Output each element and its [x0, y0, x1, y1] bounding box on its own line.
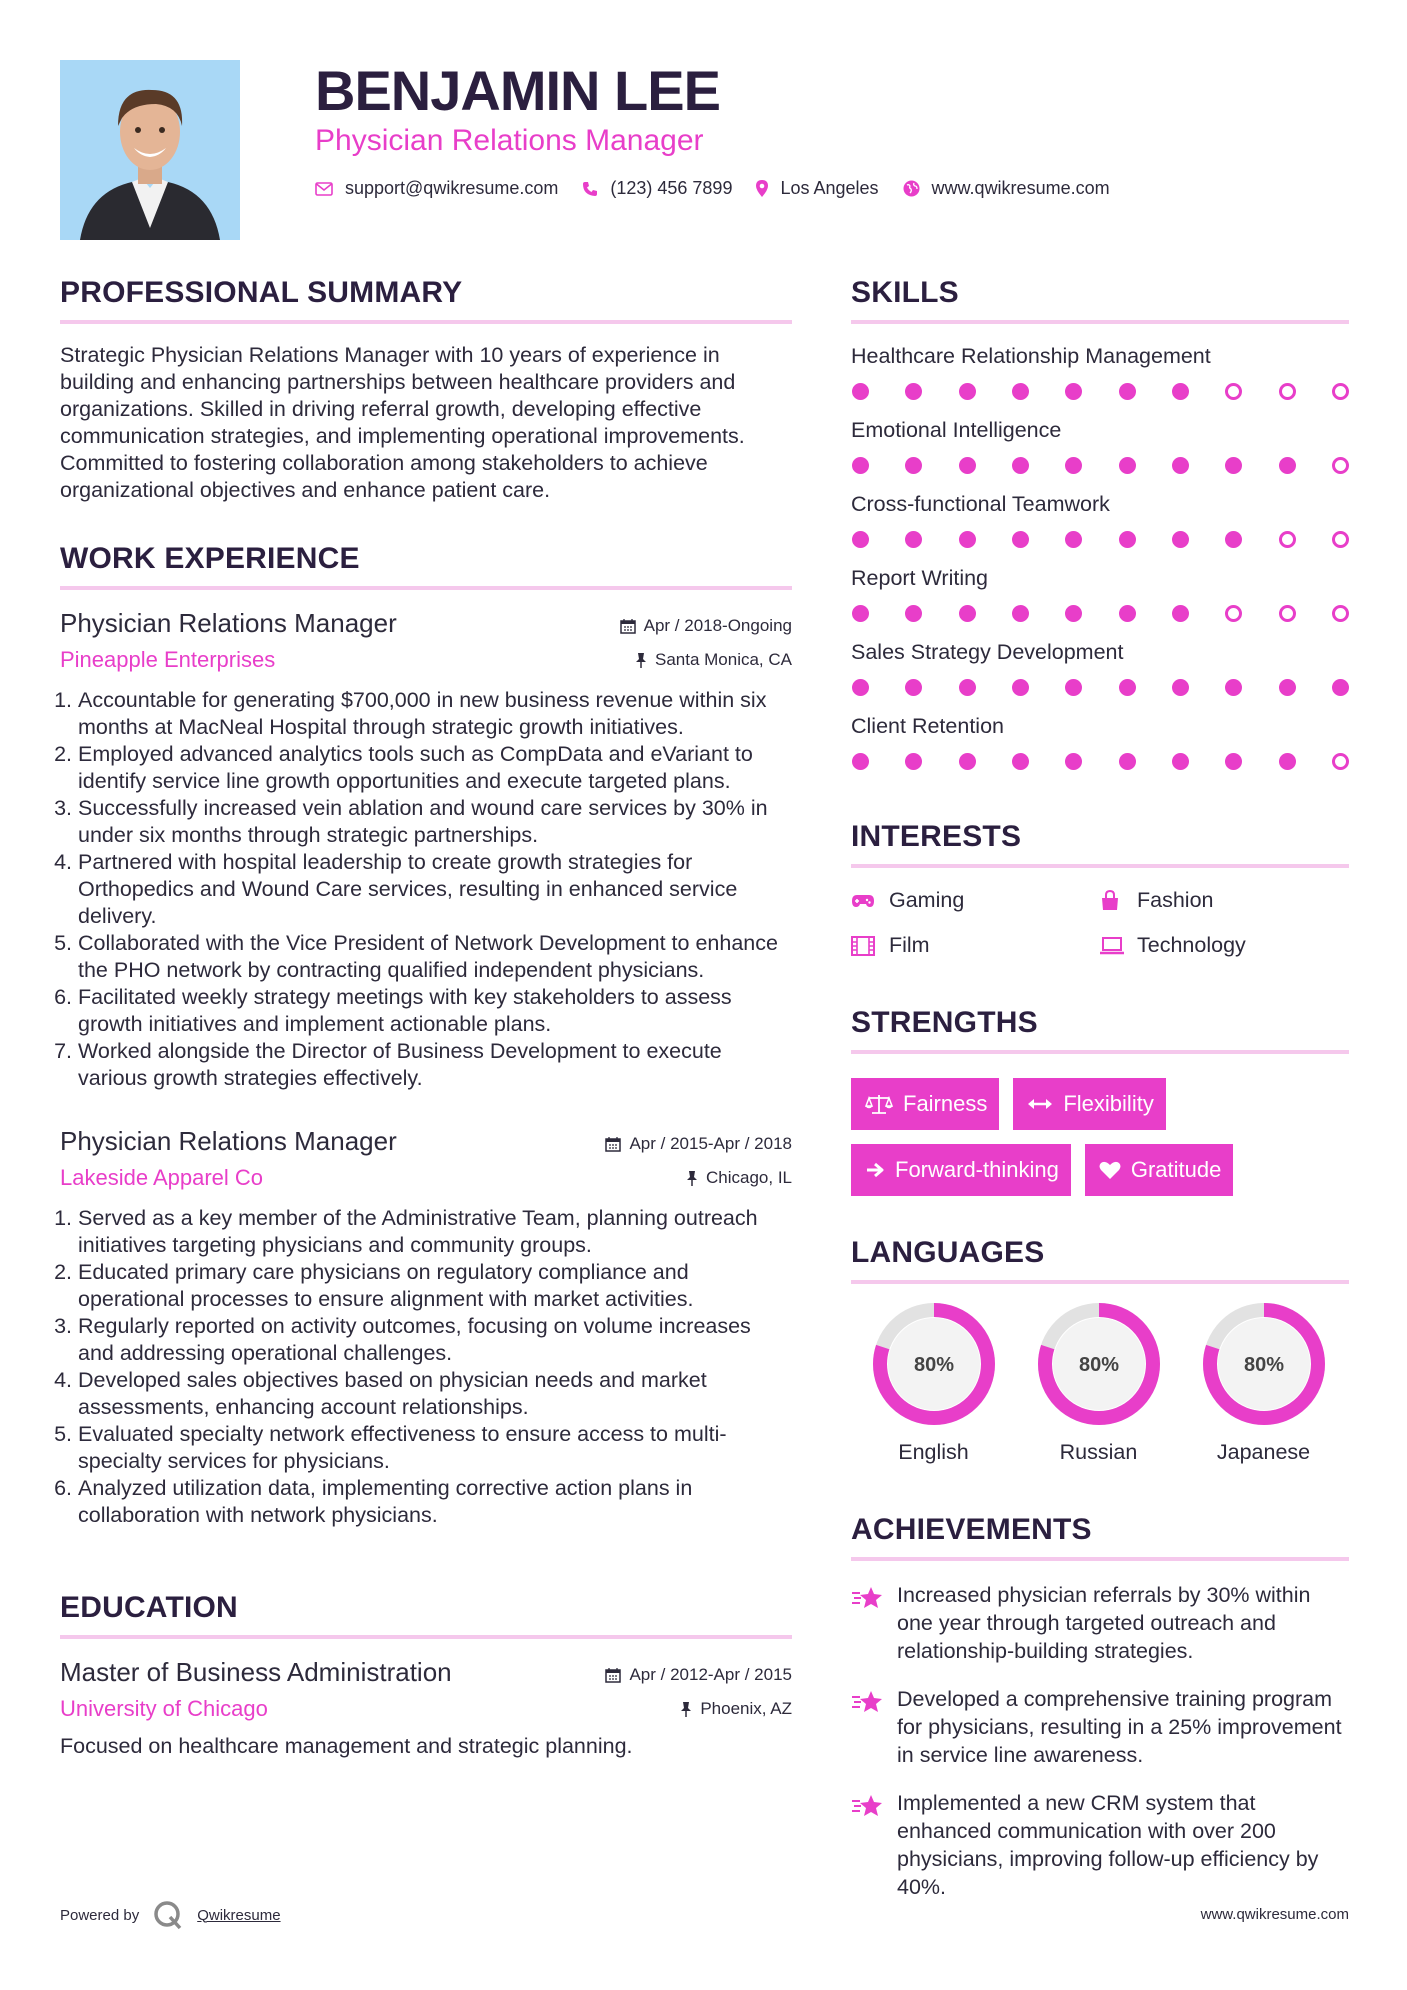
language-percent: 80% [1243, 1354, 1284, 1376]
profile-photo [60, 60, 240, 240]
job-location [686, 1168, 792, 1188]
rating-dot-filled [1172, 383, 1189, 400]
rating-dot-filled [959, 605, 976, 622]
calendar-icon [605, 1667, 621, 1683]
rating-dot-filled [1172, 457, 1189, 474]
rating-dot-empty [1332, 531, 1349, 548]
education-date [605, 1665, 792, 1685]
skill-rating [851, 457, 1349, 474]
duty-item: 7. Worked alongside the Director of Business Development to execute various growth strategies effectively. [78, 1038, 792, 1092]
achievement-text: Implemented a new CRM system that enhanced communication with over 200 physicians, improving follow-up efficiency by 40%. [897, 1791, 1319, 1899]
rating-dot-filled [1065, 531, 1082, 548]
strengths-tags [851, 1078, 1349, 1196]
shooting-star-icon [851, 1689, 885, 1769]
shooting-star-icon [851, 1793, 885, 1901]
rating-dot-filled [1332, 679, 1349, 696]
strengths-section [851, 1006, 1349, 1196]
skill-rating [851, 383, 1349, 400]
rating-dot-filled [959, 531, 976, 548]
skill-name: Emotional Intelligence [851, 418, 1062, 442]
rating-dot-filled [959, 457, 976, 474]
languages-list [851, 1302, 1349, 1465]
duty-item: 1. Served as a key member of the Administrative Team, planning outreach initiatives targeting physicians and community groups. [78, 1205, 792, 1259]
strength-label: Gratitude [1130, 1157, 1222, 1182]
rating-dot-filled [1065, 457, 1082, 474]
contact-phone[interactable]: (123) 456 7899 [610, 178, 733, 198]
rating-dot-filled [1119, 753, 1136, 770]
section-heading: PROFESSIONAL SUMMARY [60, 276, 463, 309]
experience-section [60, 542, 792, 1529]
strength-label: Fairness [903, 1091, 988, 1116]
duty-item: 6. Analyzed utilization data, implementing corrective action plans in collaboration with network physicians. [78, 1475, 792, 1529]
interest-label: Fashion [1137, 888, 1214, 912]
interest-item [851, 933, 1099, 958]
skill-name: Healthcare Relationship Management [851, 344, 1211, 368]
section-heading: LANGUAGES [851, 1236, 1045, 1269]
rating-dot-filled [1012, 753, 1029, 770]
achievement-item [851, 1789, 1349, 1901]
rating-dot-filled [1012, 383, 1029, 400]
rating-dot-filled [852, 531, 869, 548]
rating-dot-filled [1225, 457, 1242, 474]
rating-dot-filled [1172, 605, 1189, 622]
rating-dot-filled [852, 457, 869, 474]
duty-item: 3. Successfully increased vein ablation and wound care services by 30% in under six months through strategic partnerships. [78, 795, 792, 849]
strength-tag [851, 1078, 999, 1130]
language-item [1016, 1302, 1181, 1465]
rating-dot-empty [1279, 531, 1296, 548]
section-heading: WORK EXPERIENCE [60, 542, 360, 575]
skill-rating [851, 753, 1349, 770]
achievements-list [851, 1581, 1349, 1901]
school-name: University of Chicago [60, 1696, 268, 1721]
right-column [851, 276, 1349, 1901]
rating-dot-filled [1172, 531, 1189, 548]
candidate-name: BENJAMIN LEE [315, 59, 720, 122]
education-description: Focused on healthcare management and strategic planning. [60, 1734, 633, 1758]
rating-dot-filled [1065, 383, 1082, 400]
interest-label: Technology [1137, 933, 1246, 957]
rating-dot-empty [1225, 605, 1242, 622]
strength-label: Flexibility [1063, 1091, 1154, 1116]
rating-dot-filled [852, 383, 869, 400]
arrows-horizontal-icon [1027, 1097, 1053, 1111]
duty-item: 4. Partnered with hospital leadership to create growth strategies for Orthopedics and Wound Care services, resulting in enhanced service delivery. [78, 849, 792, 930]
section-heading: SKILLS [851, 276, 959, 309]
duty-item: 4. Developed sales objectives based on physician needs and market assessments, enhancing account relationships. [78, 1367, 792, 1421]
interests-grid [851, 888, 1349, 958]
language-donut [1037, 1302, 1161, 1426]
job-title: Physician Relations Manager [60, 1126, 397, 1156]
qwikresume-link[interactable]: Qwikresume [197, 1906, 281, 1924]
summary-text: Strategic Physician Relations Manager with 10 years of experience in building and enhancing partnerships between healthcare providers and organizations. Skilled in driving referral growth, developing effective communication strategies, and implementing operational improvements. Committed to fostering collaboration among stakeholders to achieve organizational objectives and enhance patient care. [60, 343, 745, 502]
rating-dot-filled [905, 679, 922, 696]
duty-item: 5. Collaborated with the Vice President of Network Development to enhance the PHO network by contracting qualified independent physicians. [78, 930, 792, 984]
education-location [680, 1699, 792, 1719]
contact-location: Los Angeles [780, 178, 879, 198]
skill-rating [851, 679, 1349, 696]
skill-name: Cross-functional Teamwork [851, 492, 1110, 516]
interest-label: Film [889, 933, 930, 957]
education-date-text: Apr / 2012-Apr / 2015 [629, 1665, 792, 1684]
film-icon [851, 936, 877, 956]
rating-dot-filled [1065, 679, 1082, 696]
rating-dot-filled [1119, 531, 1136, 548]
duty-item: 2. Employed advanced analytics tools such as CompData and eVariant to identify service line growth opportunities and execute targeted plans. [78, 741, 792, 795]
achievement-item [851, 1685, 1349, 1769]
rating-dot-filled [905, 605, 922, 622]
languages-section [851, 1236, 1349, 1465]
gamepad-icon [851, 893, 877, 909]
rating-dot-filled [905, 383, 922, 400]
map-pin-icon [756, 180, 768, 197]
education-entry [60, 1657, 792, 1759]
pushpin-icon [680, 1701, 692, 1717]
language-item [1181, 1302, 1346, 1465]
contact-website[interactable]: www.qwikresume.com [931, 178, 1110, 198]
footer-website[interactable]: www.qwikresume.com [1200, 1906, 1349, 1923]
skills-list [851, 344, 1349, 770]
rating-dot-filled [1225, 753, 1242, 770]
duty-list [60, 1205, 792, 1529]
language-donut [872, 1302, 996, 1426]
rating-dot-filled [1119, 679, 1136, 696]
qwikresume-logo-icon [153, 1900, 183, 1930]
job-location-text: Chicago, IL [706, 1168, 792, 1187]
balance-scale-icon [865, 1093, 893, 1115]
rating-dot-filled [1225, 679, 1242, 696]
skill-rating [851, 531, 1349, 548]
interest-item [1099, 933, 1349, 958]
strength-tag [1013, 1078, 1165, 1130]
rating-dot-filled [905, 457, 922, 474]
language-name: English [898, 1440, 969, 1464]
rating-dot-filled [959, 383, 976, 400]
rating-dot-filled [1012, 605, 1029, 622]
skill-name: Report Writing [851, 566, 989, 590]
pushpin-icon [635, 652, 647, 668]
achievement-text: Increased physician referrals by 30% within one year through targeted outreach and relationship-building strategies. [897, 1583, 1311, 1663]
language-name: Japanese [1216, 1440, 1311, 1464]
rating-dot-filled [1065, 753, 1082, 770]
rating-dot-filled [1065, 605, 1082, 622]
envelope-icon [315, 182, 333, 196]
heart-icon [1099, 1160, 1121, 1180]
job-location [635, 650, 792, 670]
rating-dot-filled [1172, 753, 1189, 770]
section-divider [851, 1557, 1349, 1561]
rating-dot-empty [1332, 383, 1349, 400]
language-percent: 80% [1078, 1354, 1119, 1376]
rating-dot-filled [1119, 605, 1136, 622]
interest-item [851, 888, 1099, 913]
footer-powered-by [60, 1900, 281, 1930]
duty-item: 1. Accountable for generating $700,000 in new business revenue within six months at MacNeal Hospital through strategic growth initiatives. [78, 687, 792, 741]
section-heading: ACHIEVEMENTS [851, 1513, 1092, 1546]
achievement-item [851, 1581, 1349, 1665]
shooting-star-icon [851, 1585, 885, 1665]
interest-item [1099, 888, 1349, 913]
left-column [60, 276, 792, 1759]
rating-dot-filled [1119, 457, 1136, 474]
skills-section [851, 276, 1349, 770]
powered-by-text: Powered by [60, 1906, 140, 1924]
section-divider [60, 320, 792, 324]
achievement-text: Developed a comprehensive training program for physicians, resulting in a 25% improvement in service line awareness. [897, 1687, 1342, 1767]
education-location-text: Phoenix, AZ [700, 1699, 792, 1718]
rating-dot-empty [1279, 383, 1296, 400]
degree-title: Master of Business Administration [60, 1657, 452, 1687]
job-date [620, 616, 792, 636]
calendar-icon [605, 1136, 621, 1152]
shopping-bag-icon [1099, 890, 1125, 912]
duty-item: 3. Regularly reported on activity outcomes, focusing on volume increases and addressing operational challenges. [78, 1313, 792, 1367]
job-entry [60, 1126, 792, 1529]
job-entry [60, 608, 792, 1092]
skill-name: Client Retention [851, 714, 1004, 738]
contact-email[interactable]: support@qwikresume.com [345, 178, 559, 198]
section-heading: EDUCATION [60, 1591, 238, 1624]
section-heading: STRENGTHS [851, 1006, 1038, 1039]
laptop-icon [1099, 937, 1125, 955]
section-divider [851, 1280, 1349, 1284]
interest-label: Gaming [889, 888, 965, 912]
phone-icon [582, 181, 598, 197]
contact-bar [315, 178, 1134, 199]
section-heading: INTERESTS [851, 820, 1022, 853]
job-date [605, 1134, 792, 1154]
rating-dot-filled [905, 531, 922, 548]
pushpin-icon [686, 1170, 698, 1186]
strength-label: Forward-thinking [895, 1157, 1059, 1182]
rating-dot-filled [1172, 679, 1189, 696]
achievements-section [851, 1513, 1349, 1901]
rating-dot-empty [1279, 605, 1296, 622]
job-location-text: Santa Monica, CA [654, 650, 792, 669]
rating-dot-filled [1119, 383, 1136, 400]
summary-section [60, 276, 792, 504]
interests-section [851, 820, 1349, 958]
language-percent: 80% [913, 1354, 954, 1376]
rating-dot-filled [1012, 679, 1029, 696]
duty-list [60, 687, 792, 1092]
globe-icon [903, 180, 920, 197]
duty-item: 6. Facilitated weekly strategy meetings with key stakeholders to assess growth initiatives and implement actionable plans. [78, 984, 792, 1038]
job-date-text: Apr / 2015-Apr / 2018 [629, 1134, 792, 1153]
rating-dot-empty [1332, 753, 1349, 770]
section-divider [851, 864, 1349, 868]
rating-dot-empty [1332, 457, 1349, 474]
arrow-right-icon [865, 1161, 885, 1179]
section-divider [60, 1635, 792, 1639]
rating-dot-filled [1012, 531, 1029, 548]
strength-tag [1085, 1144, 1234, 1196]
rating-dot-filled [852, 753, 869, 770]
calendar-icon [620, 618, 636, 634]
education-section [60, 1591, 792, 1759]
section-divider [60, 586, 792, 590]
rating-dot-empty [1225, 383, 1242, 400]
job-company: Pineapple Enterprises [60, 647, 276, 672]
candidate-title: Physician Relations Manager [315, 124, 704, 157]
rating-dot-filled [1279, 457, 1296, 474]
language-item [851, 1302, 1016, 1465]
rating-dot-filled [959, 753, 976, 770]
rating-dot-filled [852, 605, 869, 622]
skill-rating [851, 605, 1349, 622]
rating-dot-filled [905, 753, 922, 770]
rating-dot-filled [1279, 753, 1296, 770]
rating-dot-filled [1012, 457, 1029, 474]
language-name: Russian [1059, 1440, 1138, 1464]
job-title: Physician Relations Manager [60, 608, 397, 638]
rating-dot-empty [1332, 605, 1349, 622]
job-company: Lakeside Apparel Co [60, 1165, 264, 1190]
skill-name: Sales Strategy Development [851, 640, 1124, 664]
duty-item: 2. Educated primary care physicians on regulatory compliance and operational processes to ensure alignment with market activities. [78, 1259, 792, 1313]
section-divider [851, 1050, 1349, 1054]
job-date-text: Apr / 2018-Ongoing [643, 616, 792, 635]
rating-dot-filled [959, 679, 976, 696]
duty-item: 5. Evaluated specialty network effectiveness to ensure access to multi-specialty services for physicians. [78, 1421, 792, 1475]
rating-dot-filled [1279, 679, 1296, 696]
rating-dot-filled [852, 679, 869, 696]
strength-tag [851, 1144, 1071, 1196]
rating-dot-filled [1225, 531, 1242, 548]
language-donut [1202, 1302, 1326, 1426]
section-divider [851, 320, 1349, 324]
